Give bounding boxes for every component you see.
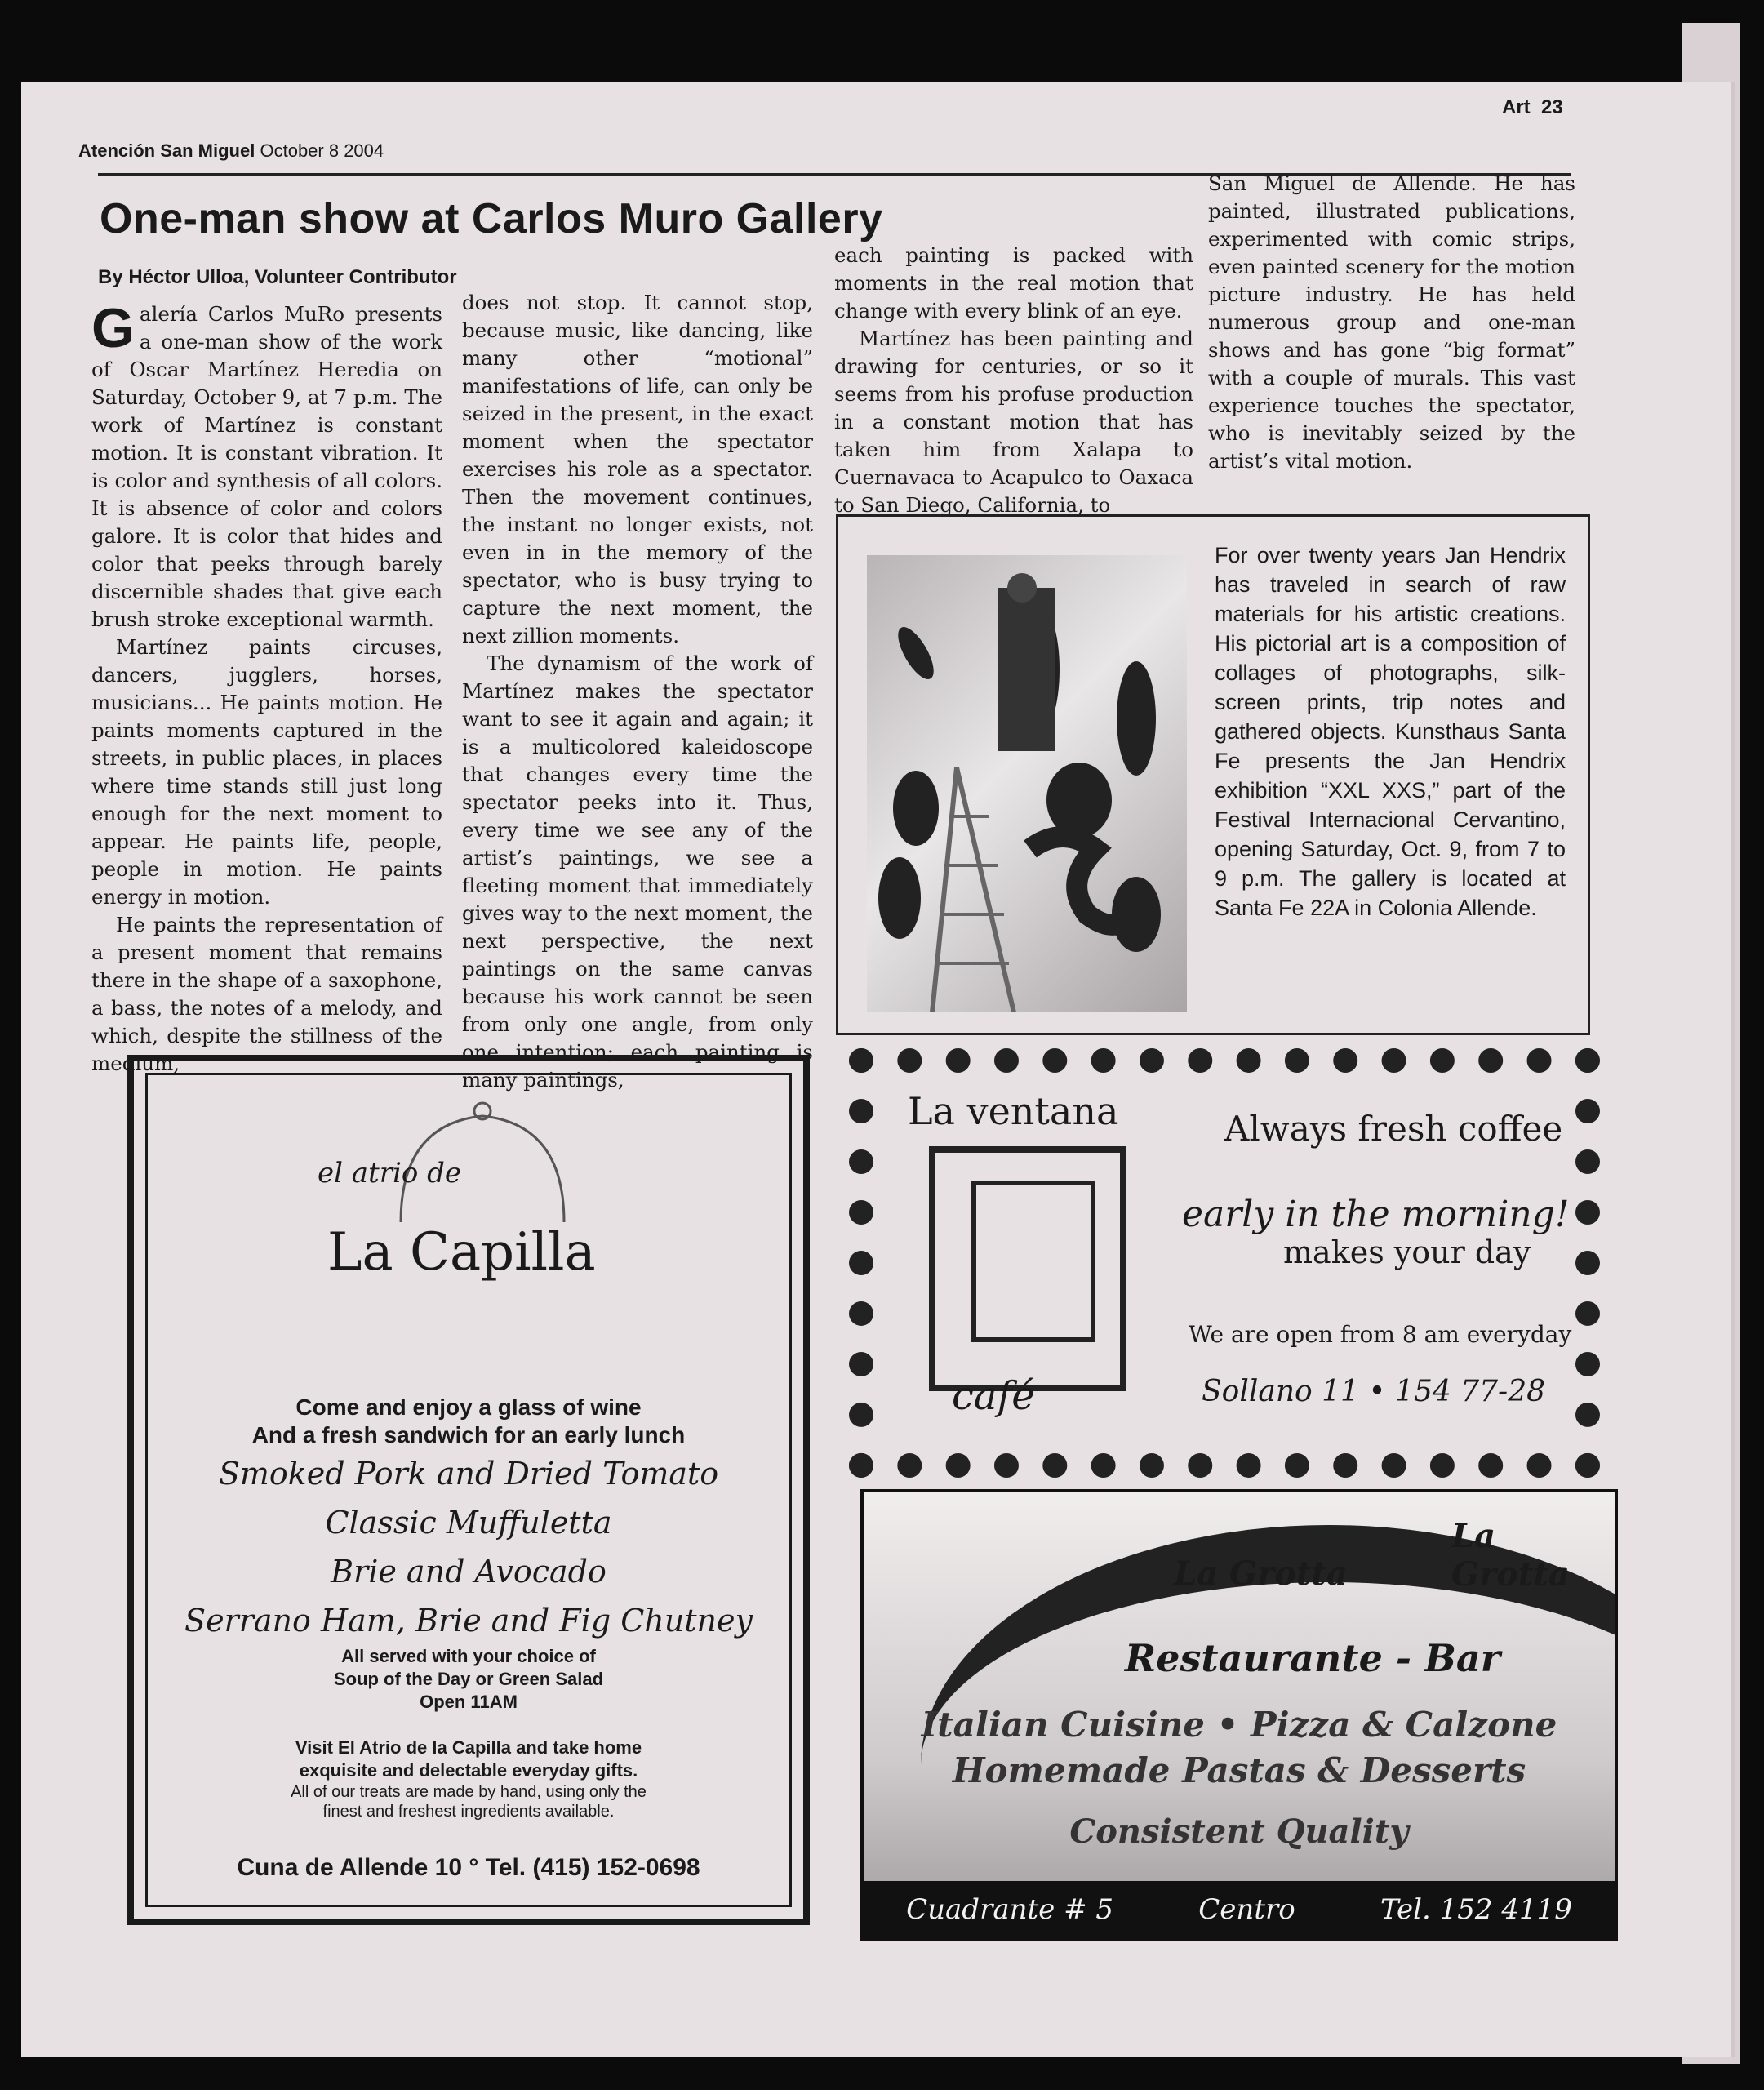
window-icon bbox=[929, 1146, 1126, 1391]
publication-date: October 8 2004 bbox=[260, 140, 384, 161]
atrio-served: All served with your choice of bbox=[341, 1646, 596, 1666]
article-paragraph: San Miguel de Allende. He has painted, illustrated publications, experimented with comic strips, even painted scenery for the motion picture industry. He has held numerous group and one-man shows and has gone “big format” with a couple of murals. This vast experience touches the spectator, who is inevitably seized by the artist’s vital motion. bbox=[1208, 171, 1575, 473]
article-column-3 bbox=[834, 242, 1193, 519]
grotta-address: Cuadrante # 5 bbox=[906, 1893, 1114, 1926]
page-header-section bbox=[1502, 96, 1563, 119]
article-column-4 bbox=[1208, 170, 1575, 475]
menu-item: Serrano Ham, Brie and Fig Chutney bbox=[184, 1603, 753, 1639]
feature-text: For over twenty years Jan Hendrix has traveled in search of raw materials for his artistic creations. His pictorial art is a composition of collages of photographs, silk-screen prints, trip notes and gathered objects. Kunsthaus Santa Fe presents the Jan Hendrix exhibition “XXL XXS,” part of the Festival Internacional Cervantino, opening Saturday, Oct. 9, from 7 to 9 p.m. The gallery is located at Santa Fe 22A in Colonia Allende. bbox=[1215, 543, 1566, 920]
drop-cap: G bbox=[91, 297, 135, 359]
article-column-2 bbox=[462, 289, 813, 1094]
atrio-logo-main: La Capilla bbox=[327, 1222, 596, 1283]
article-headline: One-man show at Carlos Muro Gallery bbox=[100, 195, 883, 242]
atrio-open: Open 11AM bbox=[420, 1692, 518, 1712]
ad-atrio-la-capilla bbox=[127, 1055, 810, 1925]
window-pane bbox=[971, 1181, 1095, 1342]
article-paragraph: He paints the representation of a present moment that remains there in the shape of a saxophone, a bass, the notes of a melody, and which, despite the stillness of the medium, bbox=[91, 913, 442, 1075]
ad-la-grotta bbox=[860, 1489, 1618, 1941]
atrio-visit: Visit El Atrio de la Capilla and take home bbox=[295, 1737, 642, 1758]
ventana-address: Sollano 11 • 154 77-28 bbox=[1202, 1375, 1545, 1408]
publication-name: Atención San Miguel bbox=[78, 140, 255, 161]
atrio-hand: All of our treats are made by hand, using only the bbox=[291, 1783, 647, 1801]
page-number: 23 bbox=[1541, 96, 1563, 118]
grotta-phone: Tel. 152 4119 bbox=[1380, 1893, 1572, 1926]
atrio-visit: exquisite and delectable everyday gifts. bbox=[299, 1760, 638, 1781]
article-paragraph: does not stop. It cannot stop, because music, like dancing, like many other “motional” manifestations of life, can only be seized in the present, in the exact moment when the spectator exercises his role as a spectator. Then the movement continues, the instant no longer exists, not even in in the memory of the spectator, who is busy trying to capture the next moment, the next zillion moments. bbox=[462, 291, 813, 647]
atrio-copy bbox=[148, 1394, 789, 1882]
article-paragraph bbox=[91, 297, 442, 634]
grotta-line: Homemade Pastas & Desserts bbox=[952, 1750, 1526, 1790]
ad-la-ventana bbox=[849, 1048, 1600, 1478]
atrio-address: Cuna de Allende 10 ° Tel. (415) 152-0698 bbox=[237, 1854, 700, 1881]
artist-photo-illustration bbox=[867, 555, 1187, 1012]
ventana-makes: makes your day bbox=[1283, 1234, 1531, 1270]
menu-item: Brie and Avocado bbox=[331, 1554, 607, 1590]
atrio-line: Come and enjoy a glass of wine bbox=[295, 1394, 642, 1420]
ventana-coffee: Always fresh coffee bbox=[1224, 1109, 1563, 1149]
article-paragraph: The dynamism of the work of Martínez makes the spectator want to see it again and again; it is a multicolored kaleidoscope that changes every time the spectator peeks into it. Thus, every time we see any of the artist’s paintings, we see a fleeting moment that immediately gives way to the next moment, the next perspective, the next paintings on the same canvas because his work cannot be seen from only one angle, from only one intention; each painting is many paintings, bbox=[462, 651, 813, 1092]
atrio-line: And a fresh sandwich for an early lunch bbox=[251, 1422, 686, 1447]
ventana-early: early in the morning! bbox=[1182, 1194, 1570, 1235]
ad-inner-border bbox=[145, 1073, 792, 1907]
ventana-name: La ventana bbox=[908, 1089, 1119, 1133]
article-paragraph: each painting is packed with moments in the real motion that change with every blink of an eye. bbox=[834, 243, 1193, 322]
atrio-logo-top: el atrio de bbox=[318, 1157, 462, 1190]
article-column-1 bbox=[91, 297, 442, 1078]
ventana-cafe: café bbox=[952, 1373, 1035, 1419]
grotta-type: Restaurante - Bar bbox=[1125, 1636, 1500, 1680]
page-header-publication bbox=[78, 140, 384, 162]
section-name: Art bbox=[1502, 96, 1531, 118]
atrio-hand: finest and freshest ingredients available. bbox=[322, 1803, 615, 1821]
article-paragraph: Martínez paints circuses, dancers, jugglers, horses, musicians... He paints motion. He paints moments captured in the streets, in public places, in places where time stands still just long enough for the next moment to appear. He paints life, people, people in motion. He paints energy in motion. bbox=[91, 635, 442, 909]
atrio-served: Soup of the Day or Green Salad bbox=[333, 1669, 604, 1689]
menu-item: Classic Muffuletta bbox=[325, 1505, 612, 1541]
grotta-line: Consistent Quality bbox=[1069, 1812, 1409, 1851]
paragraph-text: alería Carlos MuRo presents a one-man show of the work of Oscar Martínez Heredia on Saturday, October 9, at 7 p.m. The work of Martínez is constant motion. It is constant vibration. It is color and synthesis of all colors. It is absence of color and colors galore. It is color that hides and color that peeks through barely discernible shades that give each brush stroke exceptional warmth. bbox=[91, 302, 442, 631]
grotta-logo-large: La Grotta bbox=[1451, 1517, 1570, 1594]
grotta-area: Centro bbox=[1198, 1893, 1295, 1926]
grotta-line: Italian Cuisine • Pizza & Calzone bbox=[921, 1705, 1557, 1745]
grotta-logo-small: La Grotta bbox=[1174, 1554, 1348, 1593]
ventana-hours: We are open from 8 am everyday bbox=[1189, 1321, 1572, 1348]
menu-item: Smoked Pork and Dried Tomato bbox=[218, 1456, 719, 1492]
grotta-contact-bar bbox=[864, 1881, 1615, 1938]
article-paragraph: Martínez has been painting and drawing for centuries, or so it seems from his profuse production in a constant motion that has taken him from Xalapa to Cuernavaca to Acapulco to Oaxaca to San Diego, California, to bbox=[834, 327, 1193, 517]
article-byline: By Héctor Ulloa, Volunteer Contributor bbox=[98, 266, 457, 288]
artist-photo bbox=[867, 555, 1187, 1012]
